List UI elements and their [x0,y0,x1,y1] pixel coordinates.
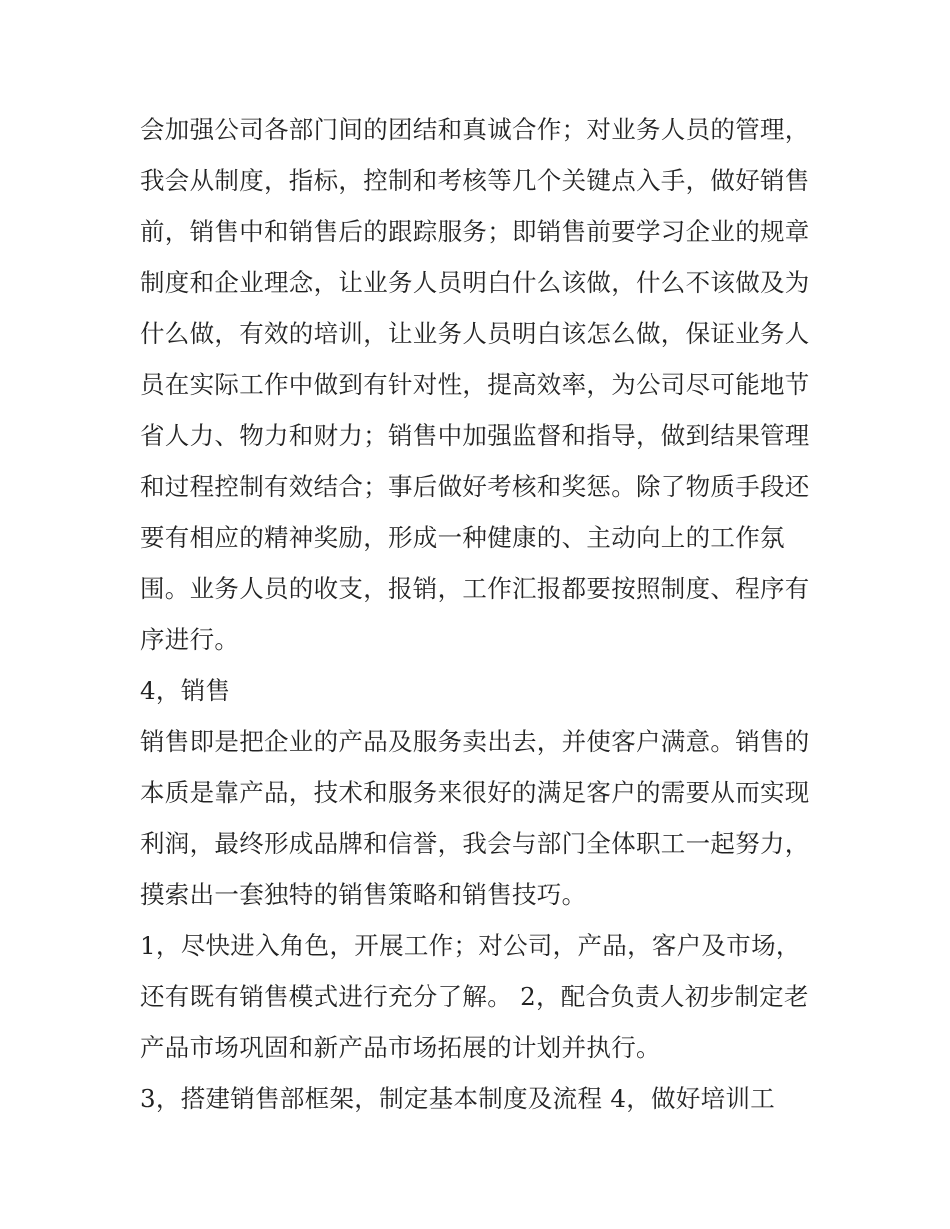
text-line: 和过程控制有效结合；事后做好考核和奖惩。除了物质手段还 [140,472,810,501]
text-line: 围。业务人员的收支，报销，工作汇报都要按照制度、程序有 [140,574,810,603]
text-line: 利润，最终形成品牌和信誉，我会与部门全体职工一起努力， [140,829,810,858]
text-line: 产品市场巩固和新产品市场拓展的计划并执行。 [140,1033,661,1062]
text-line: 销售即是把企业的产品及服务卖出去，并使客户满意。销售的 [140,727,810,756]
document-body [140,104,820,1124]
text-line: 要有相应的精神奖励，形成一种健康的、主动向上的工作氛 [140,523,785,552]
text-line: 会加强公司各部门间的团结和真诚合作；对业务人员的管理， [140,115,810,144]
text-line: 序进行。 [140,625,240,654]
text-line: 什么做，有效的培训，让业务人员明白该怎么做，保证业务人 [140,319,810,348]
text-line: 本质是靠产品，技术和服务来很好的满足客户的需要从而实现 [140,778,810,807]
text-line: 还有既有销售模式进行充分了解。 2，配合负责人初步制定老 [140,982,809,1011]
text-line: 前，销售中和销售后的跟踪服务；即销售前要学习企业的规章 [140,217,810,246]
text-line: 制度和企业理念，让业务人员明白什么该做，什么不该做及为 [140,268,810,297]
text-line: 省人力、物力和财力；销售中加强监督和指导，做到结果管理 [140,421,810,450]
list-item: 3，搭建销售部框架，制定基本制度及流程 4，做好培训工 [140,1084,776,1113]
text-line: 员在实际工作中做到有针对性，提高效率，为公司尽可能地节 [140,370,810,399]
text-line: 我会从制度，指标，控制和考核等几个关键点入手，做好销售 [140,166,810,195]
list-item: 1，尽快进入角色，开展工作；对公司，产品，客户及市场， [140,931,801,960]
text-line: 摸索出一套独特的销售策略和销售技巧。 [140,880,587,909]
section-heading: 4，销售 [140,676,231,705]
